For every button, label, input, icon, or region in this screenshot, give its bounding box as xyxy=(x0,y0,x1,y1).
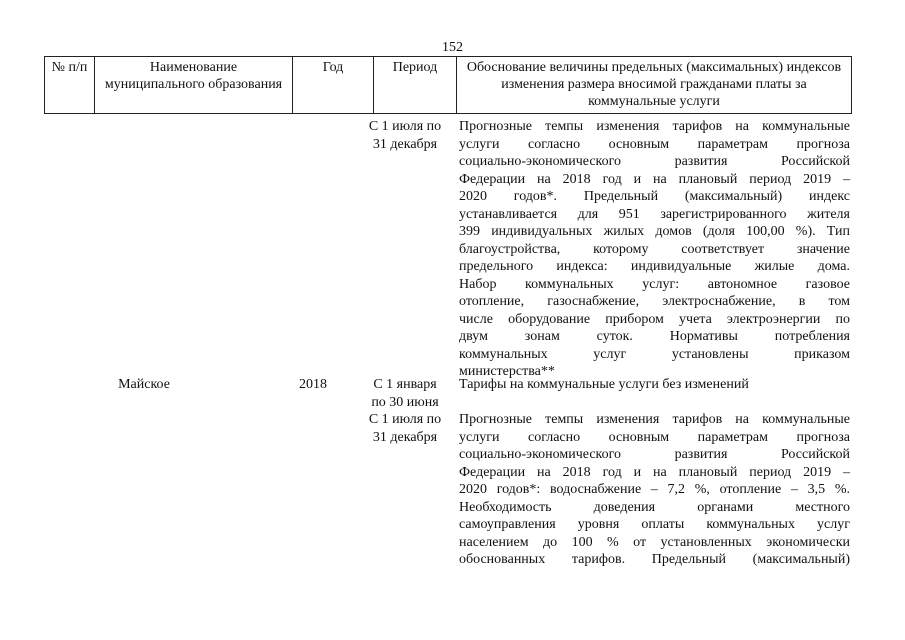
year-cell: 2018 xyxy=(299,377,327,392)
basis-line: благоустройства, которому соответствует значение xyxy=(459,241,850,257)
period-line: С 1 июля по xyxy=(368,119,442,134)
header-basis: Обоснование величины предельных (максимальных) индексов изменения размера вносимой гражданами платы за коммунальные услуги xyxy=(457,57,852,114)
basis-line: устанавливается для 951 зарегистрированного жителя xyxy=(459,206,850,222)
municipality-name: Майское xyxy=(118,377,170,392)
header-year: Год xyxy=(293,57,374,114)
basis-line: предельного индекса: индивидуальные жилые дома. xyxy=(459,259,850,274)
basis-line: социально-экономического развития Российской xyxy=(459,154,850,169)
basis-cell: Тарифы на коммунальные услуги без изменений xyxy=(459,377,749,392)
basis-line: числе оборудование прибором учета электроэнергии по xyxy=(459,311,850,327)
basis-line: отопление, газоснабжение, электроснабжение, в том xyxy=(459,294,850,309)
period-line: 31 декабря xyxy=(372,429,438,445)
basis-cell xyxy=(459,411,850,569)
basis-line: Набор коммунальных услуг: автономное газовое xyxy=(459,276,850,292)
basis-line: 2020 годов*: водоснабжение – 7,2 %, отопление – 3,5 %. xyxy=(459,482,850,497)
header-municipality: Наименование муниципального образования xyxy=(95,57,293,114)
basis-line: Федерации на 2018 год и на плановый период 2019 – xyxy=(459,171,850,187)
period-line: по 30 июня xyxy=(371,394,439,410)
period-cell xyxy=(360,411,450,446)
page-number: 152 xyxy=(442,40,463,55)
header-number: № п/п xyxy=(45,57,95,114)
period-line: 31 декабря xyxy=(372,136,438,152)
basis-line: 399 индивидуальных жилых домов (доля 100,00 %). Тип xyxy=(459,224,850,239)
basis-line: обоснованных тарифов. Предельный (максимальный) xyxy=(459,552,850,567)
basis-line: коммунальных услуг установлены приказом xyxy=(459,346,850,362)
basis-line: Необходимость доведения органами местного xyxy=(459,499,850,515)
basis-line: социально-экономического развития Российской xyxy=(459,447,850,462)
period-line: С 1 января xyxy=(373,377,437,392)
basis-line: услуги согласно основным параметрам прогноза xyxy=(459,429,850,445)
basis-cell xyxy=(459,118,850,381)
period-cell xyxy=(360,376,450,411)
basis-line: 2020 годов*. Предельный (максимальный) индекс xyxy=(459,189,850,204)
basis-line: министерства** xyxy=(459,364,555,379)
basis-line: населением до 100 % от установленных экономически xyxy=(459,534,850,550)
basis-line: услуги согласно основным параметрам прогноза xyxy=(459,136,850,152)
table-header xyxy=(44,56,852,114)
period-cell xyxy=(360,118,450,153)
period-line: С 1 июля по xyxy=(368,412,442,427)
basis-line: Прогнозные темпы изменения тарифов на коммунальные xyxy=(459,119,850,134)
basis-line: двум зонам суток. Нормативы потребления xyxy=(459,329,850,344)
basis-line: Федерации на 2018 год и на плановый период 2019 – xyxy=(459,464,850,480)
basis-line: самоуправления уровня оплаты коммунальных услуг xyxy=(459,517,850,532)
header-period: Период xyxy=(374,57,457,114)
basis-line: Прогнозные темпы изменения тарифов на коммунальные xyxy=(459,412,850,427)
